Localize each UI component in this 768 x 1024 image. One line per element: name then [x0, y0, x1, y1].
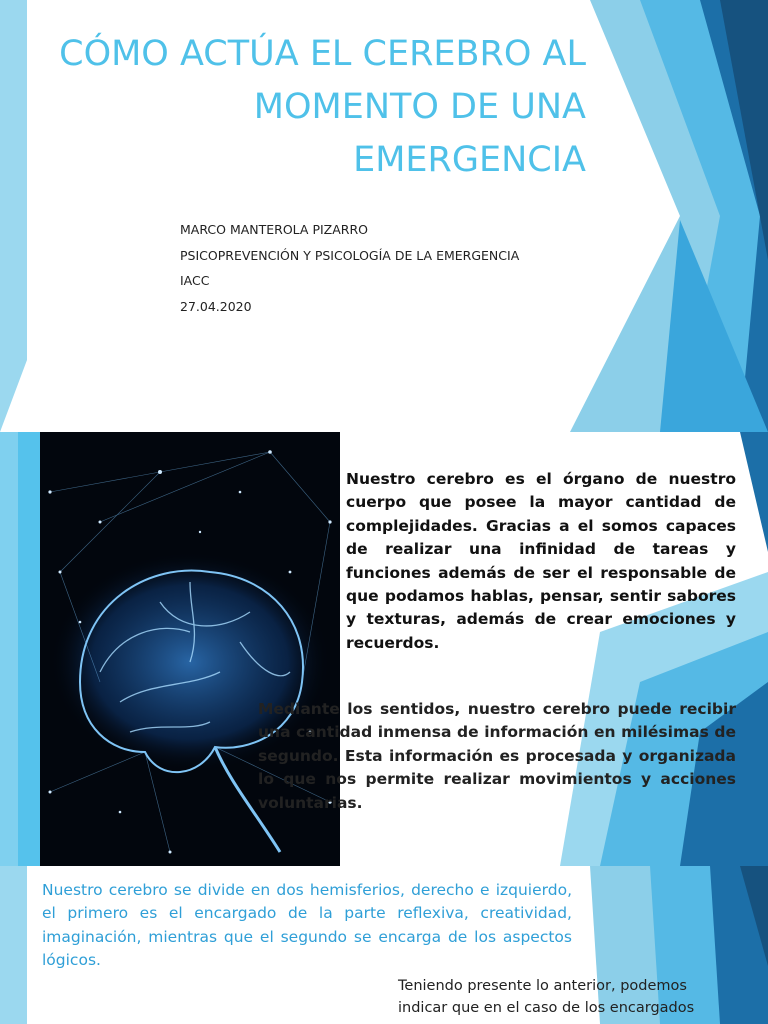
senses-description: Mediante los sentidos, nuestro cerebro puede recibir una cantidad inmensa de información en milésimas de segundo. Esta información es procesada y organizada lo que nos permite realizar movimientos y acciones voluntarias.: [258, 700, 736, 812]
brain-description: Nuestro cerebro es el órgano de nuestro cuerpo que posee la mayor cantidad de complejidades. Gracias a el somos capaces de realizar una infinidad de tareas y funciones además de ser el responsable de que podamos hablas, pensar, sentir sabores y texturas, además de crear emociones y recuerdos.: [346, 470, 736, 652]
title-metadata: [180, 217, 519, 319]
brain-slide: [0, 432, 768, 866]
course-name: PSICOPREVENCIÓN Y PSICOLOGÍA DE LA EMERGENCIA: [180, 247, 520, 263]
hemispheres-slide: [0, 866, 768, 1024]
presentation-date: 27.04.2020: [180, 298, 252, 314]
hemispheres-description: Nuestro cerebro se divide en dos hemisferios, derecho e izquierdo, el primero es el encargado de la parte reflexiva, creatividad, imaginación, mientras que el segundo se encarga de los aspectos lógicos.: [42, 881, 572, 970]
presentation-title: CÓMO ACTÚA EL CEREBRO AL MOMENTO DE UNA EMERGENCIA: [59, 34, 586, 180]
institution-name: IACC: [180, 273, 210, 288]
title-slide: [0, 0, 768, 432]
author-name: MARCO MANTEROLA PIZARRO: [180, 222, 369, 237]
continuation-text: Teniendo presente lo anterior, podemos indicar que en el caso de los encargados: [398, 978, 695, 1016]
